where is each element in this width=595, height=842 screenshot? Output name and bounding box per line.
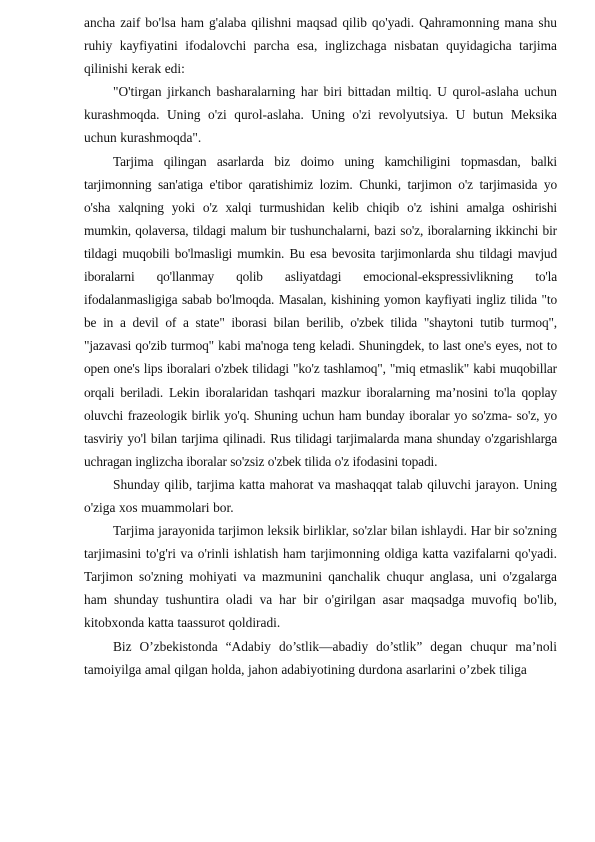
paragraph-quoted-translation: "O'tirgan jirkanch basharalarning har biri bittadan miltiq. U qurol-aslaha uchun kurashmoqda. Uning o'zi qurol-aslaha. Uning o'zi revolyutsiya. U butun Meksika uchun kurashmoqda".: [84, 84, 557, 146]
document-page: [84, 11, 557, 681]
paragraph-continuation: ancha zaif bo'lsa ham g'alaba qilishni maqsad qilib qo'yadi. Qahramonning mana shu ruhiy kayfiyatini ifodalovchi parcha esa, inglizchaga nisbatan quyidagicha tarjima qilinishi kerak edi:: [84, 15, 557, 77]
paragraph-lexical-units: Tarjima jarayonida tarjimon leksik birliklar, so'zlar bilan ishlaydi. Har bir so'zning tarjimasini to'g'ri va o'rinli ishlatish ham tarjimonning oldiga katta vazifalarni qo'yadi. Tarjimon so'zning mohiyati va mazmunini qanchalik chuqur anglasa, uni o'zgalarga ham shunday tushuntira oladi va har bir o'girilgan asar maqsadga muvofiq bo'lib, kitobxonda katta taassurot qoldiradi.: [84, 523, 557, 631]
paragraph-conclusion: Shunday qilib, tarjima katta mahorat va mashaqqat talab qiluvchi jarayon. Uning o'ziga xos muammolari bor.: [84, 476, 557, 515]
paragraph-translation-discussion: Tarjima qilingan asarlarda biz doimo uning kamchiligini topmasdan, balki tarjimonning san'atiga e'tibor qaratishimiz lozim. Chunki, tarjimon o'z tarjimasida yo o'sha xalqning yoki o'z xalqi turmushidan kelib chiqib o'z ishini amalga oshirishi mumkin, qolaversa, tildagi malum bir tushunchalarni, bazi so'z, iboralarning ikkinchi bir tildagi muqobili bo'lmasligi mumkin. Bu esa bevosita tarjimonlarda shu tildagi mavjud iboralarni qo'llanmay qolib asliyatdagi emocional-ekspressivlikning to'la ifodalanmasligiga sabab bo'lmoqda. Masalan, kishining yomon kayfiyati ingliz tilida "to be in a devil of a state" iborasi bilan berilib, o'zbek tilida "shaytoni tutib turmoq", "jazavasi qo'zib turmoq" kabi ma'noga teng keladi. Shuningdek, to last one's eyes, not to open one's lips iboralari o'zbek tilidagi "ko'z tashlamoq", "miq etmaslik" kabi muqobillar orqali beriladi. Lekin iboralaridan tashqari mazkur iboralarning ma’nosini to'la qoplay oluvchi frazeologik birlik yo'q. Shuning uchun ham bunday iboralar yo so'zma- so'z, yo tasviriy yo'l bilan tarjima qilinadi. Rus tilidagi tarjimalarda mana shunday o'zgarishlarga uchragan inglizcha iboralar so'zsiz o'zbek tilida o'z ifodasini topadi.: [84, 153, 557, 469]
paragraph-uzbekistan: Biz O’zbekistonda “Adabiy do’stlik—abadiy do’stlik” degan chuqur ma’noli tamoiyilga amal qilgan holda, jahon adabiyotining durdona asarlarini o’zbek tiliga: [84, 638, 557, 677]
